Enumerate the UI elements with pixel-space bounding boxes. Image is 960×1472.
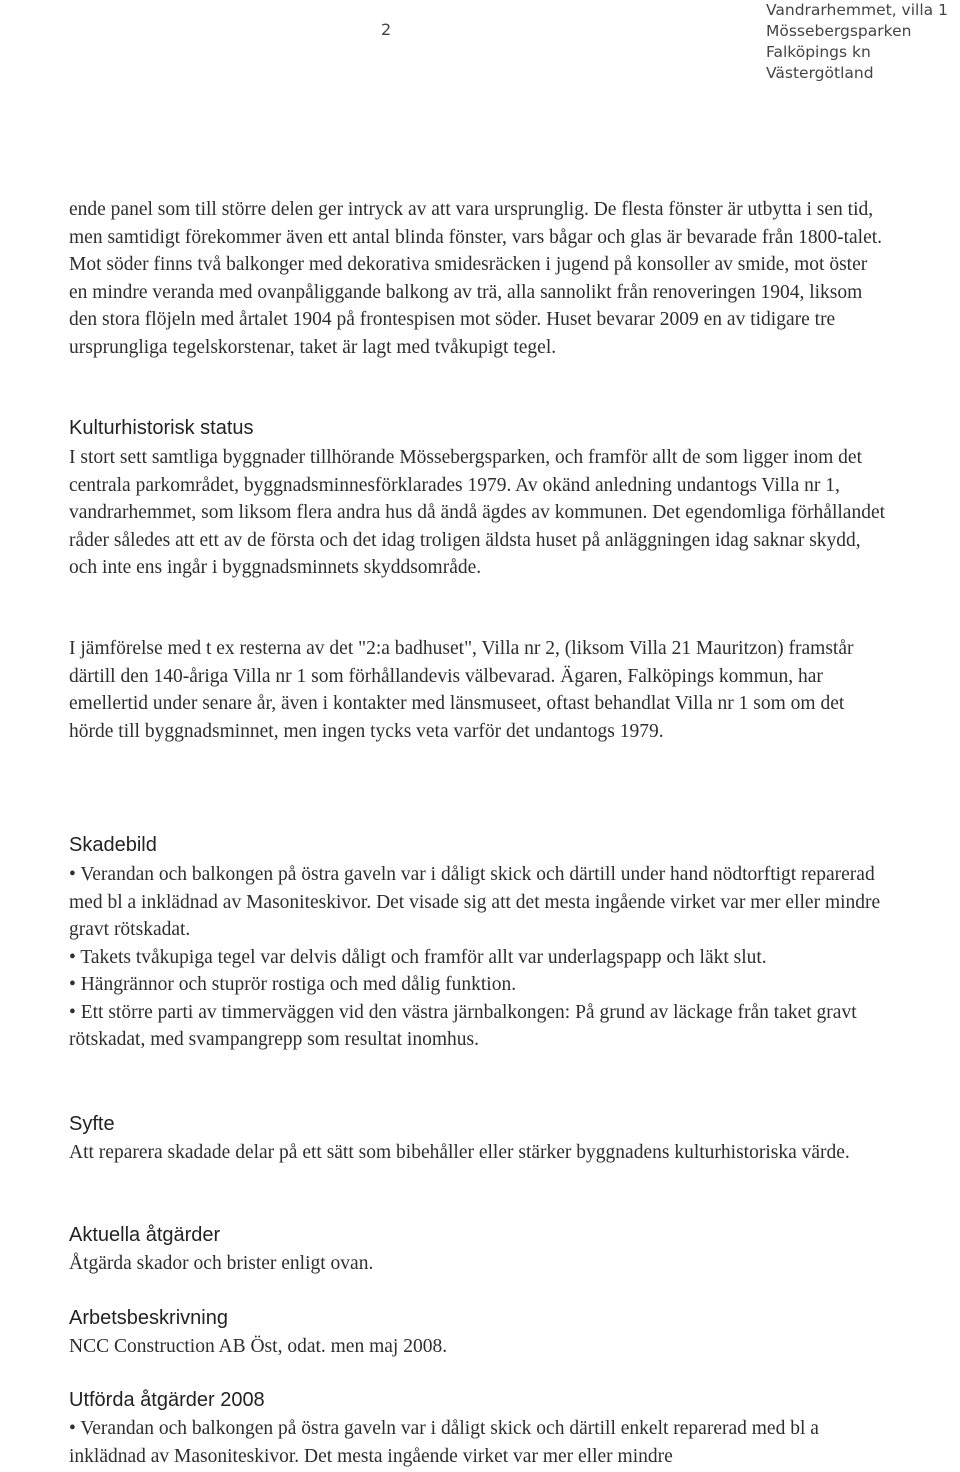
section-heading-utforda: Utförda åtgärder 2008 [69,1389,265,1411]
header-line: Västergötland [766,64,874,82]
section-heading-skadebild: Skadebild [69,834,157,856]
page-number: 2 [381,20,392,39]
header-line: Mössebergsparken [766,22,912,40]
section-heading-syfte: Syfte [69,1113,115,1135]
kulturhistorisk-paragraph-1: I stort sett samtliga byggnader tillhörande Mössebergsparken, och framför allt de som ligger inom det centrala parkområdet, byggnadsminnesförklarades 1979. Av okänd anledning undantogs Villa nr 1, vandrarhemmet, som liksom flera andra hus då ändå ägdes av kommunen. Det egendomliga förhållandet råder således att ett av de första och det idag troligen äldsta huset på anläggningen idag saknar skydd, och inte ens ingår i byggnadsminnets skyddsområde. [69,447,886,578]
section-heading-aktuella: Aktuella åtgärder [69,1224,221,1246]
list-item: • Verandan och balkongen på östra gaveln var i dåligt skick och därtill under hand nödtorftigt reparerad med bl a inklädnad av Masoniteskivor. Det visade sig att det mesta ingående virket var mer eller mindre gravt rötskadat. [69,864,881,940]
skadebild-list [69,861,889,1054]
utforda-text: • Verandan och balkongen på östra gaveln var i dåligt skick och därtill enkelt reparerad med bl a inklädnad av Masoniteskivor. Det mesta ingående virket var mer eller mindre [69,1418,819,1467]
aktuella-text: Åtgärda skador och brister enligt ovan. [69,1253,374,1274]
header-location [766,0,948,84]
intro-paragraph: ende panel som till större delen ger intryck av att vara ursprunglig. De flesta fönster är utbytta i sen tid, men samtidigt förekommer även ett antal blinda fönster, vars bågar och glas är bevarade från 1800-talet. Mot söder finns två balkonger med dekorativa smidesräcken i jugend på konsoller av smide, mot öster en mindre veranda med ovanpåliggande balkong av trä, alla sannolikt från renoveringen 1904, liksom den stora flöjeln med årtalet 1904 på frontespisen mot söder. Huset bevarar 2009 en av tidigare tre ursprungliga tegelskorstenar, taket är lagt med tvåkupigt tegel. [69,199,883,358]
list-item: • Ett större parti av timmerväggen vid den västra järnbalkongen: På grund av läckage från taket gravt rötskadat, med svampangrepp som resultat inomhus. [69,1001,857,1050]
arbetsbeskrivning-text: NCC Construction AB Öst, odat. men maj 2008. [69,1336,448,1357]
list-item: • Takets tvåkupiga tegel var delvis dåligt och framför allt var underlagspapp och läkt slut. [69,946,767,968]
section-heading-kulturhistorisk: Kulturhistorisk status [69,417,254,439]
section-heading-arbetsbeskrivning: Arbetsbeskrivning [69,1307,228,1329]
kulturhistorisk-paragraph-2: I jämförelse med t ex resterna av det "2:a badhuset", Villa nr 2, (liksom Villa 21 Mauritzon) framstår därtill den 140-åriga Villa nr 1 som förhållandevis välbevarad. Ägaren, Falköpings kommun, har emellertid under senare år, även i kontakter med länsmuseet, oftast behandlat Villa nr 1 som om det hörde till byggnadsminnet, men ingen tycks veta varför det undantogs 1979. [69,638,854,742]
header-line: Vandrarhemmet, villa 1 [766,1,948,19]
syfte-text: Att reparera skadade delar på ett sätt som bibehåller eller stärker byggnadens kulturhistoriska värde. [69,1142,850,1163]
list-item: • Hängrännor och stuprör rostiga och med dålig funktion. [69,974,517,995]
header-line: Falköpings kn [766,43,871,61]
